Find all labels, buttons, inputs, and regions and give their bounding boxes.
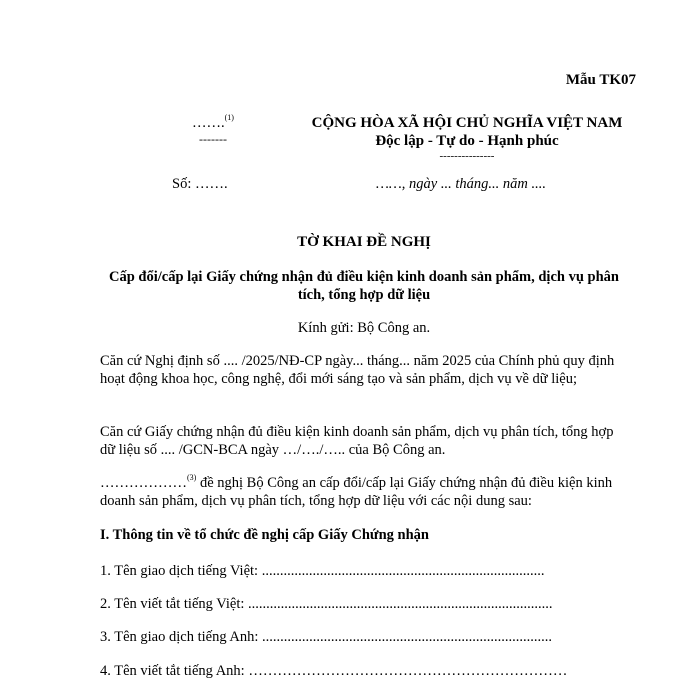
date-line: ……, ngày ... tháng... năm .... bbox=[376, 176, 546, 192]
footnote-1: (1) bbox=[224, 113, 234, 122]
field-vietnamese-abbreviation: 2. Tên viết tắt tiếng Việt: .................................................................................... bbox=[100, 596, 553, 612]
request-text: đề nghị Bộ Công an cấp đổi/cấp lại Giấy chứng nhận đủ điều kiện kinh doanh sản phẩm, dịch vụ phân tích, tổng hợp dữ liệu với các nội dung sau: bbox=[100, 475, 613, 509]
motto: Độc lập - Tự do - Hạnh phúc bbox=[375, 133, 559, 149]
agency-placeholder: …….$^{(1)}$ bbox=[192, 113, 234, 131]
field-vietnamese-trade-name: 1. Tên giao dịch tiếng Việt: .............................................................................. bbox=[100, 563, 545, 579]
agency-underline: ------- bbox=[199, 132, 227, 146]
request-paragraph bbox=[100, 474, 628, 510]
recipient: Kính gửi: Bộ Công an. bbox=[297, 320, 431, 336]
field-english-trade-name: 3. Tên giao dịch tiếng Anh: ................................................................................ bbox=[100, 629, 553, 645]
form-title: TỜ KHAI ĐỀ NGHỊ bbox=[297, 234, 431, 250]
section-1-title: I. Thông tin về tổ chức đề nghị cấp Giấy Chứng nhận bbox=[100, 527, 429, 543]
field-english-abbreviation: 4. Tên viết tắt tiếng Anh: ………………………………………………………… bbox=[100, 663, 568, 679]
organization-placeholder: ……………… bbox=[100, 475, 187, 491]
legal-basis-paragraph-2: Căn cứ Giấy chứng nhận đủ điều kiện kinh doanh sản phẩm, dịch vụ phân tích, tổng hợp dữ liệu số .... /GCN-BCA ngày …/…./….. của Bộ Công an. bbox=[100, 424, 614, 458]
footnote-3: (3) bbox=[187, 473, 197, 482]
motto-underline: --------------- bbox=[439, 150, 495, 162]
legal-basis-paragraph-1: Căn cứ Nghị định số .... /2025/NĐ-CP ngày... tháng... năm 2025 của Chính phủ quy định hoạt động khoa học, công nghệ, đổi mới sáng tạo và sản phẩm, dịch vụ về dữ liệu; bbox=[100, 353, 615, 387]
document-number: Số: ……. bbox=[172, 176, 228, 192]
cut-off-line bbox=[100, 695, 600, 700]
form-code: Mẫu TK07 bbox=[565, 72, 636, 88]
form-subtitle: Cấp đổi/cấp lại Giấy chứng nhận đủ điều kiện kinh doanh sản phẩm, dịch vụ phân tích, tổng hợp dữ liệu bbox=[109, 269, 619, 303]
country-name: CỘNG HÒA XÃ HỘI CHỦ NGHĨA VIỆT NAM bbox=[311, 115, 623, 131]
